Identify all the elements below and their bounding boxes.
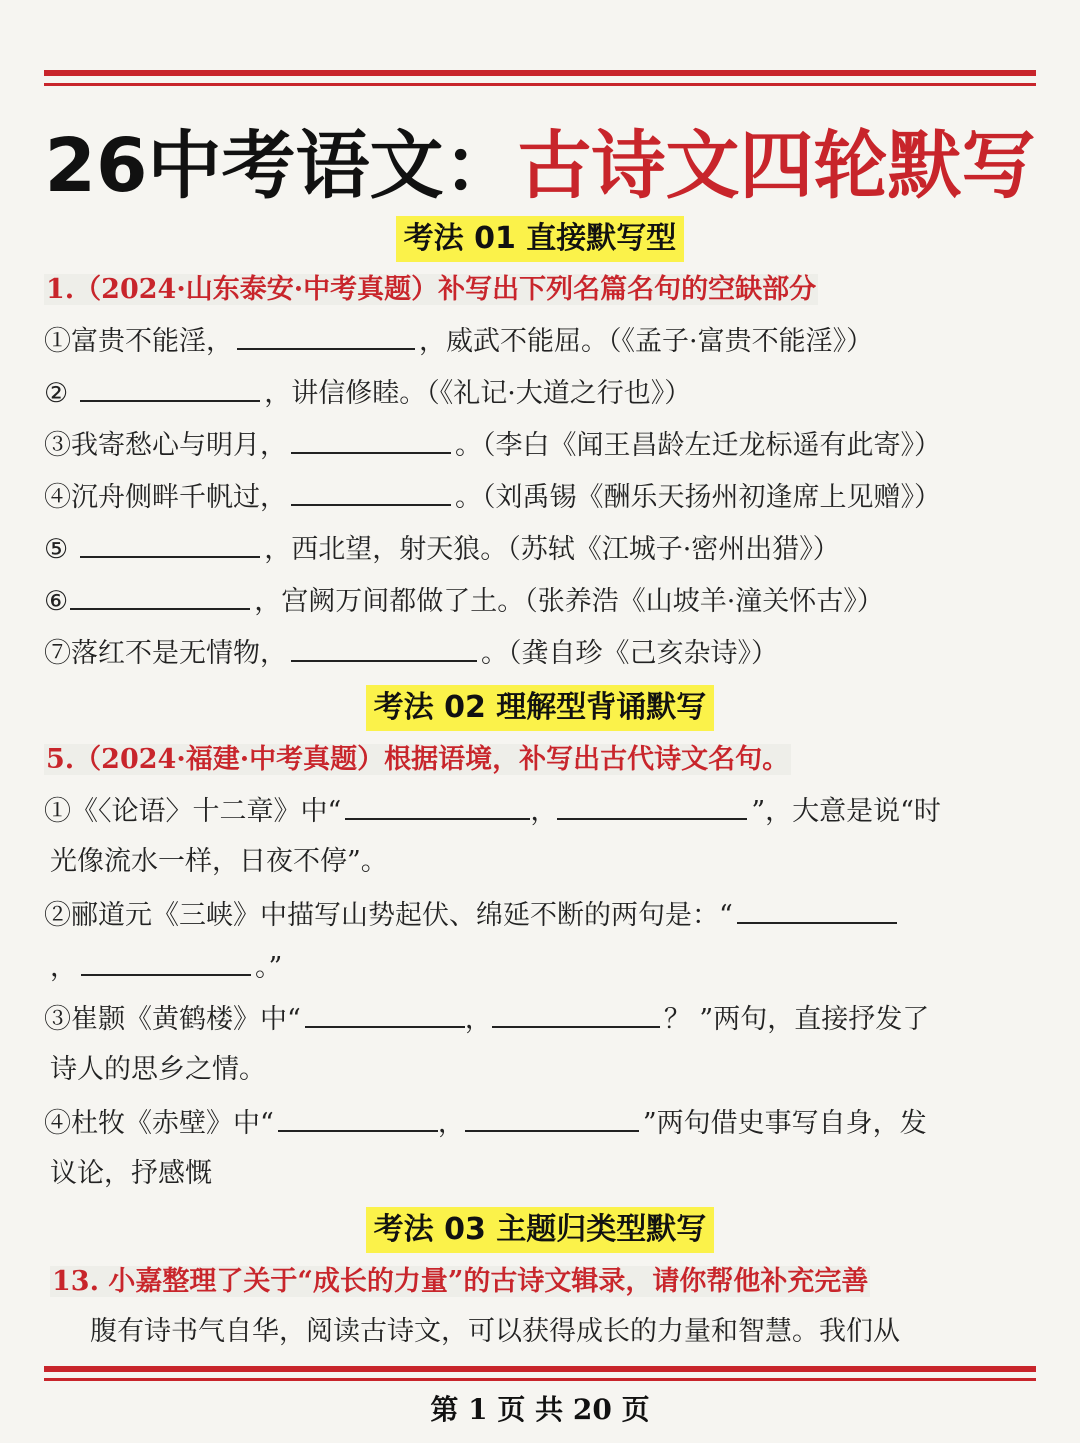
question-5-heading-text: 5.（2024·福建·中考真题）根据语境，补写出古代诗文名句。 (46, 744, 790, 775)
answer-blank[interactable] (278, 1100, 438, 1132)
answer-blank[interactable] (70, 578, 250, 610)
q5-item-4 (44, 1100, 1036, 1146)
bottom-rule-thin (44, 1378, 1036, 1381)
title-prefix: 26中考语文： (44, 123, 518, 209)
question-13-heading-text: 13. 小嘉整理了关于“成长的力量”的古诗文辑录，请你帮他补充完善 (52, 1266, 869, 1297)
q5-item-3-pre: ③崔颢《黄鹤楼》中“ (44, 1004, 301, 1035)
q5-item-4-post: ”两句借史事写自身，发 (642, 1108, 927, 1139)
question-13-heading (50, 1262, 870, 1302)
question-1-heading-text: 1.（2024·山东泰安·中考真题）补写出下列名篇名句的空缺部分 (46, 274, 817, 305)
q5-item-2-cont (50, 944, 1042, 990)
q1-item-2-post: ，讲信修睦。（《礼记·大道之行也》） (264, 378, 692, 409)
answer-blank[interactable] (345, 788, 530, 820)
q1-item-1 (44, 318, 1036, 364)
q1-item-5-post: ，西北望，射天狼。（苏轼《江城子·密州出猎》） (264, 534, 840, 565)
answer-blank[interactable] (237, 318, 415, 350)
answer-blank[interactable] (291, 474, 451, 506)
q5-item-3-mid: ， (464, 1004, 492, 1035)
q5-item-4-mid: ， (437, 1108, 465, 1139)
q1-item-1-pre: ①富贵不能淫， (44, 326, 233, 357)
q1-item-5 (44, 526, 1036, 572)
q1-item-2-pre: ② (44, 378, 69, 409)
q5-item-2-pre: ②郦道元《三峡》中描写山势起伏、绵延不断的两句是：“ (44, 900, 733, 931)
q5-item-4-cont (50, 1152, 1042, 1196)
q5-item-3-cont (50, 1048, 1042, 1092)
q1-item-6 (44, 578, 1036, 624)
section-heading-01-label: 考法 01 直接默写型 (396, 216, 685, 262)
question-1-heading (44, 270, 818, 310)
q5-item-1-cont (50, 840, 1042, 884)
q1-item-5-pre: ⑤ (44, 534, 69, 565)
q1-item-6-post: ，宫阙万间都做了土。（张养浩《山坡羊·潼关怀古》） (254, 586, 884, 617)
section-heading-02 (0, 685, 1080, 731)
q5-item-4-pre: ④杜牧《赤壁》中“ (44, 1108, 274, 1139)
q1-item-7-post: 。（龚自珍《己亥杂诗》） (481, 638, 778, 669)
top-rule-thick (44, 70, 1036, 76)
q1-item-6-pre: ⑥ (44, 586, 69, 617)
q1-item-7-pre: ⑦落红不是无情物， (44, 638, 287, 669)
page-number: 第 1 页 共 20 页 (430, 1393, 650, 1426)
q5-item-2-cont-pre: ， (50, 952, 77, 983)
q1-item-3-pre: ③我寄愁心与明月， (44, 430, 287, 461)
q5-item-3-post: ？ ”两句，直接抒发了 (663, 1004, 930, 1035)
answer-blank[interactable] (492, 996, 660, 1028)
q13-paragraph (90, 1310, 1030, 1354)
q1-item-4-post: 。（刘禹锡《酬乐天扬州初逢席上见赠》） (455, 482, 941, 513)
q5-item-2 (44, 892, 1036, 938)
section-heading-03 (0, 1207, 1080, 1253)
answer-blank[interactable] (80, 526, 260, 558)
q5-item-1 (44, 788, 1036, 834)
q1-item-2 (44, 370, 1036, 416)
q5-item-3 (44, 996, 1036, 1042)
q1-item-4-pre: ④沉舟侧畔千帆过， (44, 482, 287, 513)
answer-blank[interactable] (291, 630, 477, 662)
q1-item-4 (44, 474, 1036, 520)
q1-item-7 (44, 630, 1036, 676)
q5-item-1-post: ”，大意是说“时 (751, 796, 941, 827)
section-heading-01 (0, 216, 1080, 262)
bottom-rule-thick (44, 1366, 1036, 1372)
q1-item-3-post: 。（李白《闻王昌龄左迁龙标遥有此寄》） (455, 430, 941, 461)
q5-item-3-cont-text: 诗人的思乡之情。 (50, 1054, 266, 1085)
answer-blank[interactable] (291, 422, 451, 454)
answer-blank[interactable] (557, 788, 747, 820)
q5-item-2-cont-post: 。” (255, 952, 283, 983)
answer-blank[interactable] (80, 370, 260, 402)
q13-paragraph-text: 腹有诗书气自华，阅读古诗文，可以获得成长的力量和智慧。我们从 (90, 1316, 900, 1347)
answer-blank[interactable] (305, 996, 465, 1028)
q5-item-1-pre: ①《〈论语〉十二章》中“ (44, 796, 342, 827)
answer-blank[interactable] (81, 944, 251, 976)
section-heading-03-label: 考法 03 主题归类型默写 (366, 1207, 715, 1253)
answer-blank[interactable] (737, 892, 897, 924)
answer-blank[interactable] (465, 1100, 639, 1132)
title-main: 古诗文四轮默写 (517, 123, 1036, 209)
q1-item-3 (44, 422, 1036, 468)
q1-item-1-post: ，威武不能屈。（《孟子·富贵不能淫》） (419, 326, 874, 357)
q5-item-1-mid: ， (530, 796, 558, 827)
top-rule-thin (44, 83, 1036, 86)
page-title (0, 118, 1080, 214)
section-heading-02-label: 考法 02 理解型背诵默写 (366, 685, 715, 731)
q5-item-4-cont-text: 议论，抒感慨 (50, 1158, 212, 1189)
q5-item-1-cont-text: 光像流水一样，日夜不停”。 (50, 846, 388, 877)
question-5-heading (44, 740, 791, 780)
